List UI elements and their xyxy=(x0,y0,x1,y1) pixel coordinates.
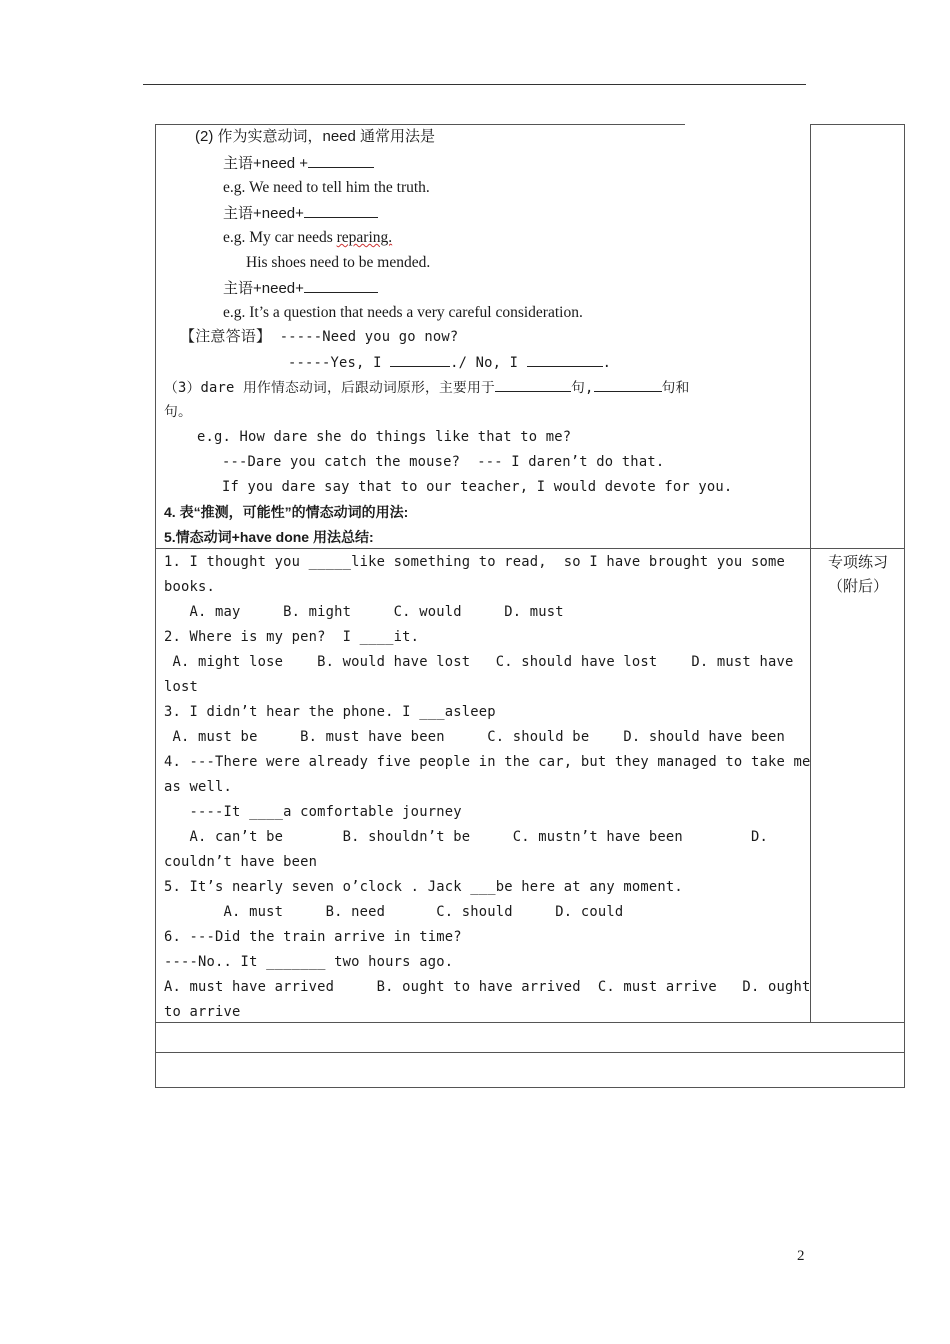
heading-4: 4. 表“推测，可能性”的情态动词的用法: xyxy=(164,504,409,520)
answer-blank[interactable] xyxy=(308,154,374,168)
note-question: 【注意答语】 -----Need you go now? xyxy=(180,328,459,345)
side-label-exercise: 专项练习 xyxy=(827,554,888,571)
table-exercise-side-cell xyxy=(810,548,905,1023)
note-answer: -----Yes, I ./ No, I . xyxy=(288,355,612,371)
section2-pattern-2: 主语+need+ xyxy=(223,204,378,223)
table-empty-row-1 xyxy=(155,1022,905,1053)
section2-pattern-1: 主语+need + xyxy=(223,154,374,173)
exercise-line: 2. Where is my pen? I ____it. xyxy=(164,629,420,645)
section2-example-2: e.g. My car needs reparing. xyxy=(223,229,393,246)
section2-heading: (2) 作为实意动词，need 通常用法是 xyxy=(195,128,436,145)
header-rule xyxy=(143,84,806,85)
exercise-line: A. can’t be B. shouldn’t be C. mustn’t have been D. xyxy=(164,829,768,845)
exercise-line: 4. ---There were already five people in the car, but they managed to take me xyxy=(164,754,811,770)
answer-blank[interactable] xyxy=(495,378,571,392)
exercise-line: couldn’t have been xyxy=(164,854,318,870)
exercise-line: A. must have arrived B. ought to have arrived C. must arrive D. ought xyxy=(164,979,811,995)
dare-example-1: e.g. How dare she do things like that to me? xyxy=(197,429,572,445)
exercise-line: 3. I didn’t hear the phone. I ___asleep xyxy=(164,704,496,720)
answer-blank[interactable] xyxy=(304,279,378,293)
table-upper-side-cell xyxy=(810,124,905,548)
table-top-border xyxy=(155,124,685,125)
exercise-line: A. must B. need C. should D. could xyxy=(164,904,624,920)
exercise-line: ----It ____a comfortable journey xyxy=(164,804,462,820)
exercise-line: 6. ---Did the train arrive in time? xyxy=(164,929,462,945)
exercise-line: 5. It’s nearly seven o’clock . Jack ___be here at any moment. xyxy=(164,879,683,895)
answer-blank[interactable] xyxy=(390,353,450,367)
section2-pattern-3: 主语+need+ xyxy=(223,279,378,298)
exercise-line: lost xyxy=(164,679,199,695)
page-number: 2 xyxy=(797,1248,805,1264)
table-empty-row-2 xyxy=(155,1052,905,1088)
exercise-line: 1. I thought you _____like something to read, so I have brought you some xyxy=(164,554,785,570)
dare-example-2: ---Dare you catch the mouse? --- I daren’t do that. xyxy=(222,454,665,470)
exercise-line: to arrive xyxy=(164,1004,241,1020)
exercise-line: A. must be B. must have been C. should be D. should have been xyxy=(164,729,785,745)
answer-blank[interactable] xyxy=(594,378,662,392)
exercise-line: A. may B. might C. would D. must xyxy=(164,604,564,620)
answer-blank[interactable] xyxy=(527,353,603,367)
dare-rule-line-2: 句。 xyxy=(164,404,192,420)
dare-rule-line-1: （3）dare 用作情态动词，后跟动词原形，主要用于 句, 句和 xyxy=(164,380,690,396)
answer-blank[interactable] xyxy=(304,204,378,218)
exercise-line: as well. xyxy=(164,779,233,795)
section2-example-1: e.g. We need to tell him the truth. xyxy=(223,179,430,196)
side-label-appendix: （附后） xyxy=(827,578,888,595)
heading-5: 5.情态动词+have done 用法总结: xyxy=(164,529,374,545)
exercise-line: books. xyxy=(164,579,216,595)
section2-example-3: His shoes need to be mended. xyxy=(246,254,431,271)
exercise-line: ----No.. It _______ two hours ago. xyxy=(164,954,454,970)
dare-example-3: If you dare say that to our teacher, I would devote for you. xyxy=(222,479,733,495)
section2-example-4: e.g. It’s a question that needs a very careful consideration. xyxy=(223,304,583,321)
exercise-line: A. might lose B. would have lost C. should have lost D. must have xyxy=(164,654,794,670)
